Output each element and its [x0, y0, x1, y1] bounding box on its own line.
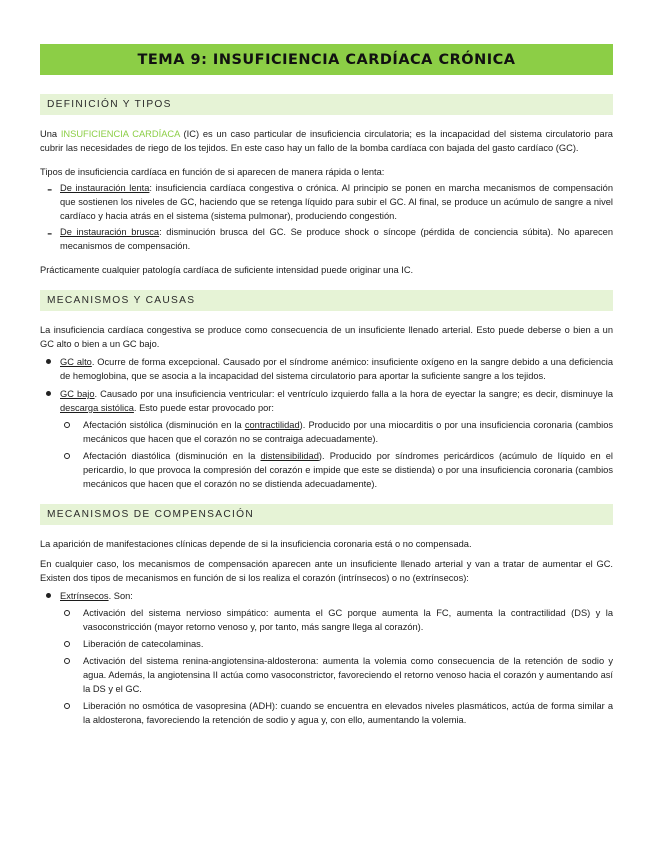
paragraph: Prácticamente cualquier patología cardíaca de suficiente intensidad puede originar una IC.: [40, 265, 414, 275]
paragraph: Tipos de insuficiencia cardíaca en función de si aparecen de manera rápida o lenta:: [40, 167, 385, 177]
underlined-term: De instauración lenta: [60, 183, 150, 193]
section-heading-definicion: DEFINICIÓN Y TIPOS: [40, 94, 613, 115]
bullet-marker: [46, 359, 51, 364]
circle-marker: [64, 610, 70, 616]
sub-list-item: Afectación sistólica (disminución en la contractilidad). Producido por una miocarditis o por una insuficiencia coronaria (cambios mecánicos que hacen que el corazón no se contraiga adecuadamente).: [40, 418, 613, 446]
bullet-marker: [46, 593, 51, 598]
sub-list-item: Liberación no osmótica de vasopresina (ADH): cuando se encuentra en elevados niveles plasmáticos, actúa de forma similar a la aldosterona, favoreciendo la retención de sodio y agua y, con ello, aumentando la volemia.: [40, 699, 613, 727]
circle-marker: [64, 453, 70, 459]
highlighted-term: INSUFICIENCIA CARDÍACA: [60, 129, 180, 139]
list-item: GC alto. Ocurre de forma excepcional. Causado por el síndrome anémico: insuficiente oxígeno en la sangre debido a una deficiencia de hemoglobina, que se asocia a la incapacidad del sistema circulatorio para aportar la suficiente sangre a los tejidos.: [40, 355, 613, 383]
underlined-term: contractilidad: [244, 420, 300, 430]
circle-marker: [64, 703, 70, 709]
bullet-marker: [46, 391, 51, 396]
document-title: TEMA 9: INSUFICIENCIA CARDÍACA CRÓNICA: [40, 44, 613, 75]
list-item: - De instauración brusca: disminución brusca del GC. Se produce shock o síncope (pérdida de conciencia súbita). No aparecen mecanismos de compensación.: [47, 225, 613, 251]
sub-list-item: Activación del sistema renina-angiotensina-aldosterona: aumenta la volemia como consecuencia de la retención de sodio y agua. Además, la angiotensina II actúa como vasoconstrictor, favoreciendo el retorno venoso hacia el corazón y aumentando así la DS y el GC.: [40, 654, 613, 696]
underlined-term: descarga sistólica: [60, 403, 134, 413]
paragraph: Una INSUFICIENCIA CARDÍACA (IC) es un caso particular de insuficiencia circulatoria; es la incapacidad del sistema circulatorio para cubrir las necesidades de riego de los tejidos. En este caso hay un fallo de la bomba cardíaca con bajada del gasto cardíaco (GC).: [40, 129, 613, 153]
list-item: - De instauración lenta: insuficiencia cardíaca congestiva o crónica. Al principio se ponen en marcha mecanismos de compensación que sostienen los niveles de GC, haciendo que se retenga líquido para subir el GC. Al final, se produce un acúmulo de sangre a nivel cardíaco y hacia atrás en el sistema (sistema pulmonar), produciendo congestión.: [47, 181, 614, 221]
sub-list-item: Activación del sistema nervioso simpático: aumenta el GC porque aumenta la FC, aumenta la contractilidad (DS) y la vasoconstricción (mayor retorno venoso y, por tanto, más sangre llega al corazón).: [40, 606, 613, 634]
underlined-term: De instauración brusca: [60, 227, 160, 237]
underlined-term: GC bajo: [60, 389, 95, 399]
dash-marker: -: [47, 225, 53, 242]
list-item: Extrínsecos. Son:: [40, 589, 613, 603]
paragraph: La aparición de manifestaciones clínicas depende de si la insuficiencia coronaria está o no compensada.: [40, 539, 472, 549]
section-heading-mecanismos-causas: MECANISMOS Y CAUSAS: [40, 290, 613, 311]
sub-list-item: Afectación diastólica (disminución en la distensibilidad). Producido por síndromes pericárdicos (acúmulo de líquido en el pericardio, lo que provoca la compresión del corazón e impide que este se distienda) o por una insuficiencia coronaria (cambios mecánicos que hacen que el corazón no se distienda adecuadamente).: [40, 449, 613, 491]
circle-marker: [64, 641, 70, 647]
paragraph: En cualquier caso, los mecanismos de compensación aparecen ante un insuficiente llenado arterial y van a tratar de aumentar el GC. Existen dos tipos de mecanismos en función de si los realiza el corazón (intrínsecos) o no (extrínsecos):: [40, 559, 613, 583]
paragraph: La insuficiencia cardíaca congestiva se produce como consecuencia de un insuficiente llenado arterial. Esto puede deberse o bien a un GC alto o bien a un GC bajo.: [40, 325, 613, 349]
underlined-term: distensibilidad: [260, 451, 319, 461]
document-page: [40, 44, 613, 727]
sub-list-item: Liberación de catecolaminas.: [40, 637, 613, 651]
underlined-term: GC alto: [60, 357, 92, 367]
underlined-term: Extrínsecos: [60, 591, 109, 601]
circle-marker: [64, 658, 70, 664]
section-heading-mecanismos-compensacion: MECANISMOS DE COMPENSACIÓN: [40, 504, 613, 525]
list-item: GC bajo. Causado por una insuficiencia ventricular: el ventrículo izquierdo falla a la hora de eyectar la sangre; es decir, disminuye la descarga sistólica. Esto puede estar provocado por:: [40, 387, 613, 415]
dash-marker: -: [47, 181, 53, 198]
circle-marker: [64, 422, 70, 428]
